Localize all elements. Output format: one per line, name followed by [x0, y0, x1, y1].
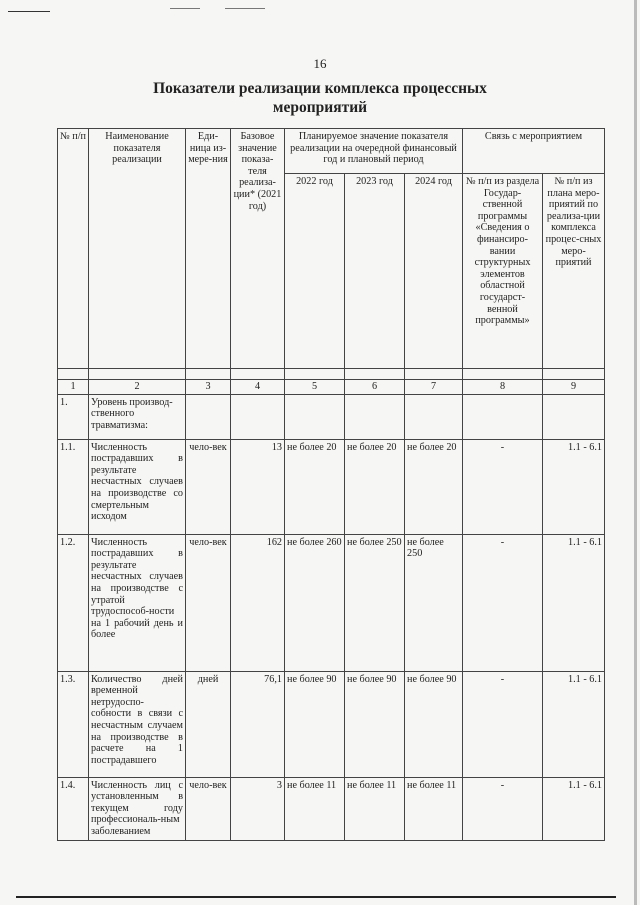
row-plan: 1.1 - 6.1 [543, 439, 605, 534]
empty-cell [231, 394, 285, 439]
row-section: - [463, 534, 543, 671]
gap-cell [231, 369, 285, 380]
row-base: 76,1 [231, 671, 285, 777]
header-year-2023: 2023 год [345, 174, 405, 369]
scan-artifact-line [16, 896, 616, 898]
row-name: Численность пострадавших в результате несчастных случаев на производстве со смертельным исходом [89, 439, 186, 534]
column-number: 6 [345, 380, 405, 395]
column-number: 9 [543, 380, 605, 395]
row-value-2024: не более 90 [405, 671, 463, 777]
header-row-1 [58, 129, 605, 174]
gap-cell [345, 369, 405, 380]
row-unit: чело-век [186, 777, 231, 840]
row-unit: чело-век [186, 439, 231, 534]
row-section: - [463, 777, 543, 840]
page-title-line-2: мероприятий [272, 99, 368, 116]
group-row [58, 394, 605, 439]
column-number: 4 [231, 380, 285, 395]
row-value-2023: не более 11 [345, 777, 405, 840]
page-title-line-1: Показатели реализации комплекса процессных [153, 80, 487, 97]
gap-cell [543, 369, 605, 380]
row-value-2024: не более 20 [405, 439, 463, 534]
row-unit: дней [186, 671, 231, 777]
row-section: - [463, 671, 543, 777]
row-name: Численность лиц с установленным в текущем году профессиональ-ным заболеванием [89, 777, 186, 840]
page-edge-shadow [634, 0, 637, 905]
header-year-2024: 2024 год [405, 174, 463, 369]
row-num: 1.2. [58, 534, 89, 671]
row-base: 3 [231, 777, 285, 840]
scan-artifact-line [170, 8, 200, 9]
row-value-2022: не более 90 [285, 671, 345, 777]
empty-cell [463, 394, 543, 439]
empty-cell [285, 394, 345, 439]
row-base: 162 [231, 534, 285, 671]
header-base: Базовое значение показа-теля реализа-ции* (2021 год) [231, 129, 285, 369]
column-number: 8 [463, 380, 543, 395]
row-value-2024: не более 250 [405, 534, 463, 671]
gap-cell [58, 369, 89, 380]
gap-cell [89, 369, 186, 380]
column-number: 5 [285, 380, 345, 395]
row-name: Численность пострадавших в результате несчастных случаев на производстве с утратой трудоспособ-ности на 1 рабочий день и более [89, 534, 186, 671]
row-value-2023: не более 20 [345, 439, 405, 534]
row-value-2023: не более 90 [345, 671, 405, 777]
header-planned: Планируемое значение показателя реализации на очередной финансовый год и плановый период [285, 129, 463, 174]
table-row [58, 671, 605, 777]
page-number: 16 [313, 56, 327, 71]
scan-artifact-line [8, 11, 50, 12]
gap-cell [186, 369, 231, 380]
row-value-2022: не более 11 [285, 777, 345, 840]
row-unit: чело-век [186, 534, 231, 671]
table-row [58, 439, 605, 534]
empty-cell [405, 394, 463, 439]
row-value-2023: не более 250 [345, 534, 405, 671]
page-title [60, 79, 580, 117]
header-year-2022: 2022 год [285, 174, 345, 369]
gap-cell [285, 369, 345, 380]
row-plan: 1.1 - 6.1 [543, 671, 605, 777]
header-num: № п/п [58, 129, 89, 369]
header-name: Наименование показателя реализации [89, 129, 186, 369]
gap-cell [463, 369, 543, 380]
header-link: Связь с мероприятием [463, 129, 605, 174]
row-num: 1.3. [58, 671, 89, 777]
row-section: - [463, 439, 543, 534]
table-row [58, 777, 605, 840]
row-num: 1.4. [58, 777, 89, 840]
empty-cell [543, 394, 605, 439]
row-num: 1.1. [58, 439, 89, 534]
row-plan: 1.1 - 6.1 [543, 777, 605, 840]
table-row [58, 534, 605, 671]
row-value-2022: не более 260 [285, 534, 345, 671]
row-plan: 1.1 - 6.1 [543, 534, 605, 671]
scan-artifact-line [225, 8, 265, 9]
header-unit: Еди-ница из-мере-ния [186, 129, 231, 369]
column-number: 1 [58, 380, 89, 395]
row-value-2024: не более 11 [405, 777, 463, 840]
indicators-table [57, 128, 605, 841]
column-number: 2 [89, 380, 186, 395]
header-link-plan: № п/п из плана меро-приятий по реализа-ции комплекса процес-сных меро-приятий [543, 174, 605, 369]
empty-cell [345, 394, 405, 439]
header-link-section: № п/п из раздела Государ-ственной программы «Сведения о финансиро-вании структурных элементов областной государст-венной программы» [463, 174, 543, 369]
group-name: Уровень производ-ственного травматизма: [89, 394, 186, 439]
gap-cell [405, 369, 463, 380]
column-numbers-row [58, 380, 605, 395]
group-num: 1. [58, 394, 89, 439]
empty-cell [186, 394, 231, 439]
header-gap-row [58, 369, 605, 380]
row-base: 13 [231, 439, 285, 534]
column-number: 3 [186, 380, 231, 395]
column-number: 7 [405, 380, 463, 395]
row-name: Количество дней временной нетрудоспо-собности в связи с несчастным случаем на производстве в расчете на 1 пострадавшего [89, 671, 186, 777]
row-value-2022: не более 20 [285, 439, 345, 534]
